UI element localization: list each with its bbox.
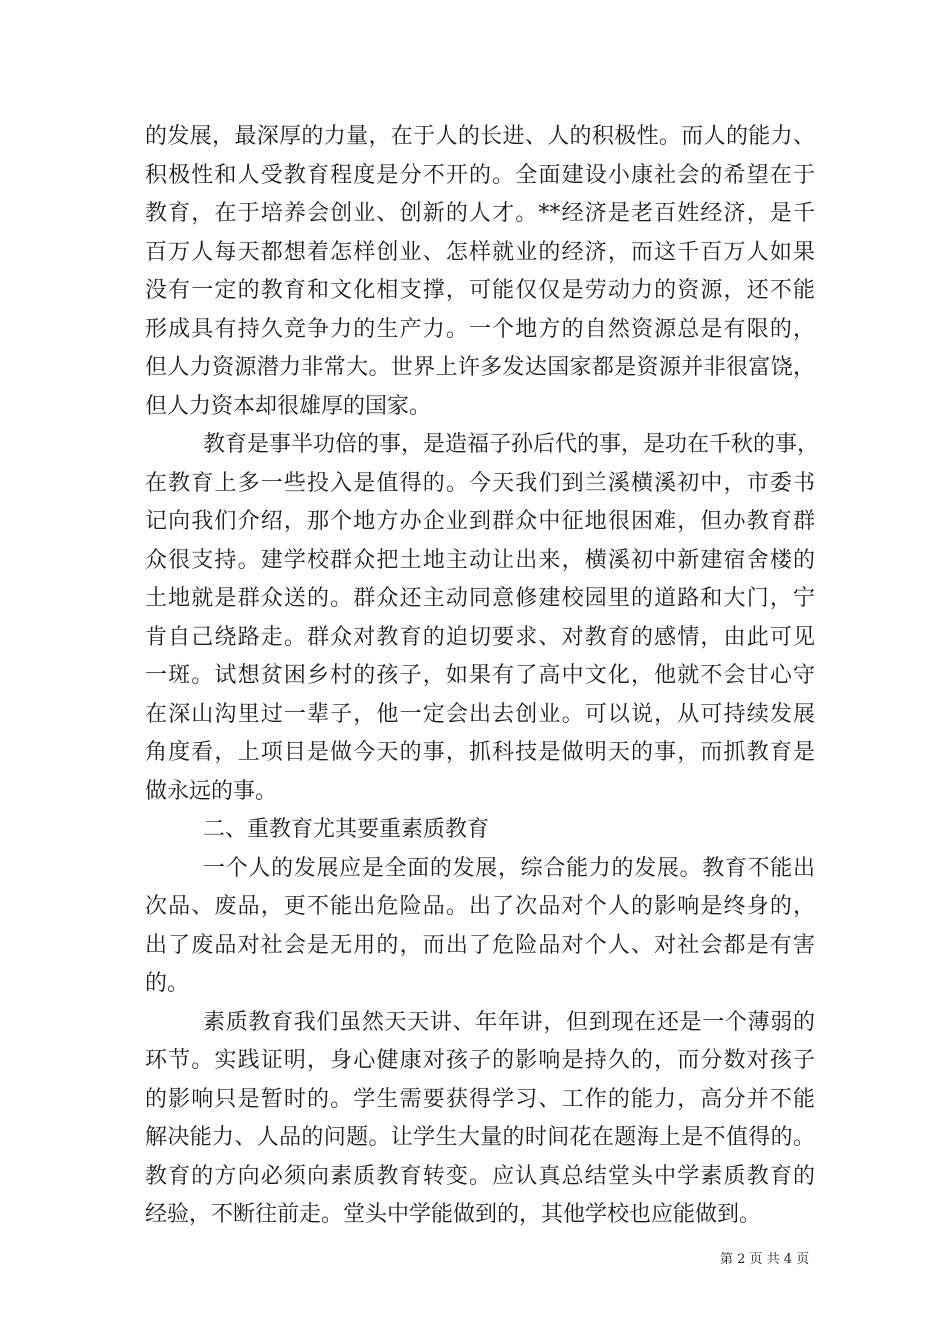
text-line: 教育，在于培养会创业、创新的人才。**经济是老百姓经济，是千	[145, 201, 815, 226]
text-line: 积极性和人受教育程度是分不开的。全面建设小康社会的希望在于	[145, 162, 815, 188]
text-line: 没有一定的教育和文化相支撑，可能仅仅是劳动力的资源，还不能	[145, 278, 815, 303]
paragraph-first-line: 教育是事半功倍的事，是造福子孙后代的事，是功在千秋的事，	[203, 432, 820, 457]
page-number: 第 2 页 共 4 页	[720, 1252, 810, 1267]
text-line: 但人力资源潜力非常大。世界上许多发达国家都是资源并非很富饶，	[145, 355, 815, 380]
text-line: 出了废品对社会是无用的，而出了危险品对个人、对社会都是有害	[145, 932, 815, 958]
text-line: 形成具有持久竞争力的生产力。一个地方的自然资源总是有限的，	[145, 316, 815, 342]
text-line: 百万人每天都想着怎样创业、怎样就业的经济，而这千百万人如果	[145, 239, 815, 265]
paragraph-first-line: 素质教育我们虽然天天讲、年年讲，但到现在还是一个薄弱的	[203, 1009, 815, 1035]
text-line: 众很支持。建学校群众把土地主动让出来，横溪初中新建宿舍楼的	[145, 547, 815, 573]
text-line: 的影响只是暂时的。学生需要获得学习、工作的能力，高分并不能	[145, 1086, 815, 1112]
text-line: 在教育上多一些投入是值得的。今天我们到兰溪横溪初中，市委书	[145, 470, 815, 496]
text-line: 次品、废品，更不能出危险品。出了次品对个人的影响是终身的，	[145, 894, 815, 919]
section-heading: 二、重教育尤其要重素质教育	[203, 817, 490, 842]
text-line: 环节。实践证明，身心健康对孩子的影响是持久的，而分数对孩子	[145, 1048, 815, 1073]
text-line: 肯自己绕路走。群众对教育的迫切要求、对教育的感情，由此可见	[145, 624, 815, 650]
document-body	[145, 118, 820, 1235]
text-line: 记向我们介绍，那个地方办企业到群众中征地很困难，但办教育群	[145, 509, 815, 534]
text-line: 土地就是群众送的。群众还主动同意修建校园里的道路和大门，宁	[145, 586, 815, 611]
text-line: 角度看，上项目是做今天的事，抓科技是做明天的事，而抓教育是	[145, 740, 815, 765]
text-line: 的发展，最深厚的力量，在于人的长进、人的积极性。而人的能力、	[145, 124, 815, 149]
text-line: 一斑。试想贫困乡村的孩子，如果有了高中文化，他就不会甘心守	[145, 663, 815, 688]
text-line: 的。	[145, 971, 190, 996]
text-line: 经验，不断往前走。堂头中学能做到的，其他学校也应能做到。	[145, 1202, 762, 1227]
text-line: 但人力资本却很雄厚的国家。	[145, 393, 432, 419]
paragraph-first-line: 一个人的发展应是全面的发展，综合能力的发展。教育不能出	[203, 855, 815, 881]
text-line: 解决能力、人品的问题。让学生大量的时间花在题海上是不值得的。	[145, 1125, 815, 1150]
text-line: 在深山沟里过一辈子，他一定会出去创业。可以说，从可持续发展	[145, 701, 815, 727]
text-line: 教育的方向必须向素质教育转变。应认真总结堂头中学素质教育的	[145, 1163, 815, 1189]
text-line: 做永远的事。	[145, 778, 278, 804]
